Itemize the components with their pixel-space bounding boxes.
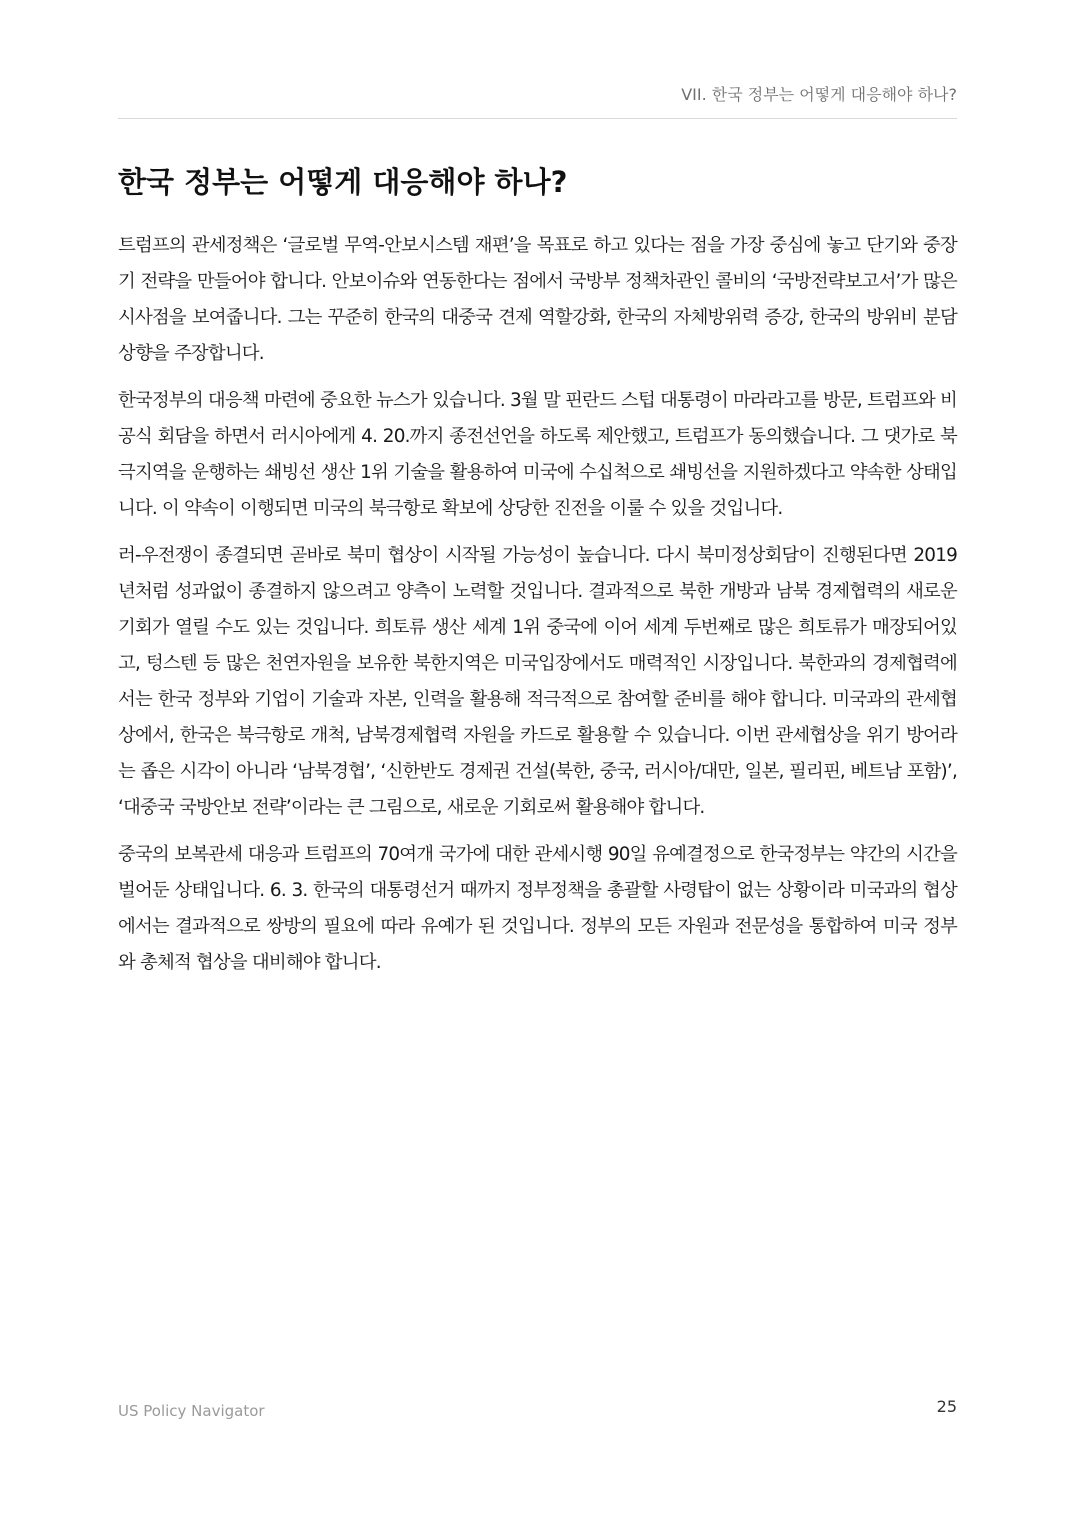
paragraph-1: 트럼프의 관세정책은 ‘글로벌 무역-안보시스템 재편’을 목표로 하고 있다는 점을 가장 중심에 놓고 단기와 중장기 전략을 만들어야 합니다. 안보이슈와 연동한다는 점에서 국방부 정책차관인 콜비의 ‘국방전략보고서’가 많은 시사점을 보여줍니다. 그는 꾸준히 한국의 대중국 견제 역할강화, 한국의 자체방위력 증강, 한국의 방위비 분담상향을 주장합니다. <box>118 235 957 364</box>
page-title: 한국 정부는 어떻게 대응해야 하나? <box>118 165 568 199</box>
page-header <box>118 84 957 119</box>
paragraph-3: 러-우전쟁이 종결되면 곧바로 북미 협상이 시작될 가능성이 높습니다. 다시 북미정상회담이 진행된다면 2019년처럼 성과없이 종결하지 않으려고 양측이 노력할 것입니다. 결과적으로 북한 개방과 남북 경제협력의 새로운 기회가 열릴 수도 있는 것입니다. 희토류 생산 세계 1위 중국에 이어 세계 두번째로 많은 희토류가 매장되어있고, 텅스텐 등 많은 천연자원을 보유한 북한지역은 미국입장에서도 매력적인 시장입니다. 북한과의 경제협력에서는 한국 정부와 기업이 기술과 자본, 인력을 활용해 적극적으로 참여할 준비를 해야 합니다. 미국과의 관세협상에서, 한국은 북극항로 개척, 남북경제협력 자원을 카드로 활용할 수 있습니다. 이번 관세협상을 위기 방어라는 좁은 시각이 아니라 ‘남북경협’, ‘신한반도 경제권 건설(북한, 중국, 러시아/대만, 일본, 필리핀, 베트남 포함)’, ‘대중국 국방안보 전략’이라는 큰 그림으로, 새로운 기회로써 활용해야 합니다. <box>118 545 957 818</box>
paragraph-4: 중국의 보복관세 대응과 트럼프의 70여개 국가에 대한 관세시행 90일 유예결정으로 한국정부는 약간의 시간을 벌어둔 상태입니다. 6. 3. 한국의 대통령선거 때까지 정부정책을 총괄할 사령탑이 없는 상황이라 미국과의 협상에서는 결과적으로 쌍방의 필요에 따라 유예가 된 것입니다. 정부의 모든 자원과 전문성을 통합하여 미국 정부와 총체적 협상을 대비해야 합니다. <box>118 844 957 973</box>
running-head: VII. 한국 정부는 어떻게 대응해야 하나? <box>681 85 957 104</box>
footer-brand: US Policy Navigator <box>118 1402 265 1420</box>
page-footer <box>118 1396 957 1426</box>
body-text <box>118 228 957 992</box>
page-number: 25 <box>936 1397 957 1416</box>
paragraph-2: 한국정부의 대응책 마련에 중요한 뉴스가 있습니다. 3월 말 핀란드 스텁 대통령이 마라라고를 방문, 트럼프와 비공식 회담을 하면서 러시아에게 4. 20.까지 종전선언을 하도록 제안했고, 트럼프가 동의했습니다. 그 댓가로 북극지역을 운행하는 쇄빙선 생산 1위 기술을 활용하여 미국에 수십척으로 쇄빙선을 지원하겠다고 약속한 상태입니다. 이 약속이 이행되면 미국의 북극항로 확보에 상당한 진전을 이룰 수 있을 것입니다. <box>118 390 957 519</box>
